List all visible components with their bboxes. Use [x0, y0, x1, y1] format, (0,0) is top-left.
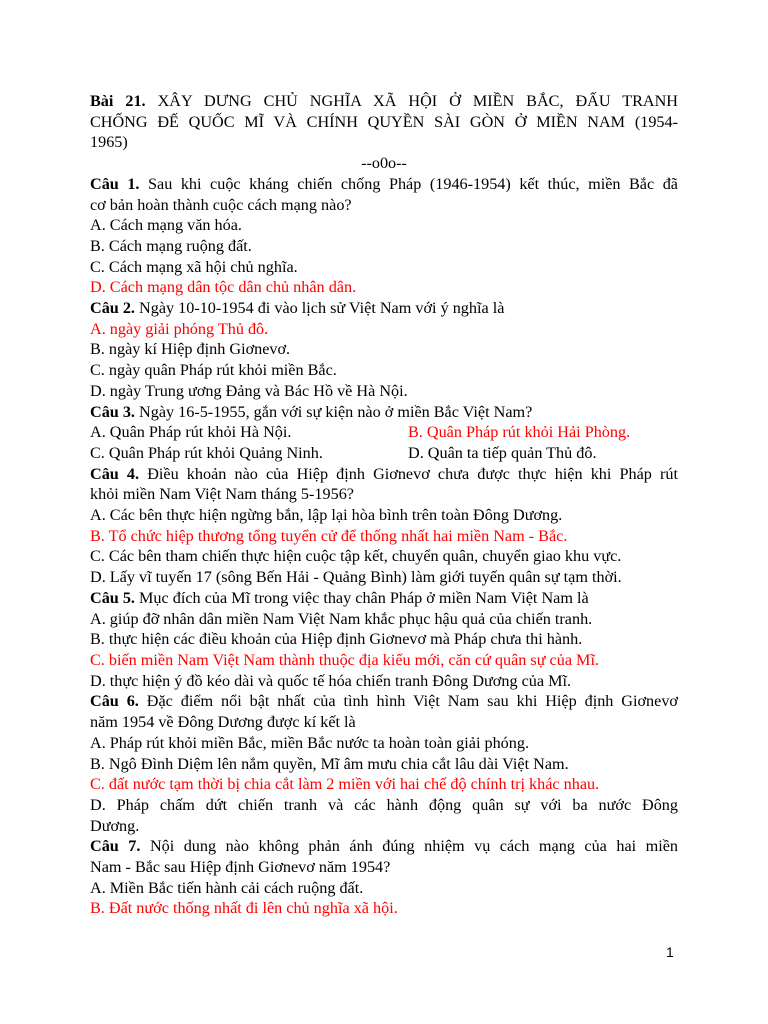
question-stem: [90, 691, 678, 712]
option-d: D. thực hiện ý đồ kéo dài và quốc tế hóa chiến tranh Đông Dương của Mĩ.: [90, 671, 572, 690]
option-d: D. Pháp chấm dứt chiến tranh và các hành động quân sự với ba nước Đông: [90, 795, 678, 814]
stem-text: Sau khi cuộc kháng chiến chống Pháp (1946-1954) kết thúc, miền Bắc đã: [148, 174, 678, 193]
question-stem: [90, 402, 678, 423]
option-b: B. thực hiện các điều khoản của Hiệp định Giơnevơ mà Pháp chưa thi hành.: [90, 630, 583, 649]
title-line-3: 1965): [90, 133, 128, 152]
title-text-1: XÂY DƯNG CHỦ NGHĨA XÃ HỘI Ở MIỀN BẮC, ĐẤU TRANH: [157, 92, 678, 110]
option-c-correct: C. đất nước tạm thời bị chia cắt làm 2 miền với hai chế độ chính trị khác nhau.: [90, 775, 600, 794]
stem-text: Mục đích của Mĩ trong việc thay chân Pháp ở miền Nam Việt Nam là: [139, 588, 589, 607]
option-b: B. Ngô Đình Diệm lên nắm quyền, Mĩ âm mưu chia cắt lâu dài Việt Nam.: [90, 754, 569, 773]
question-stem: [90, 836, 678, 857]
option-b-correct: B. Quân Pháp rút khỏi Hải Phòng.: [408, 423, 631, 442]
question-stem: [90, 174, 678, 195]
option-c: C. Quân Pháp rút khỏi Quảng Ninh.: [90, 443, 323, 462]
option-c: C. Các bên tham chiến thực hiện cuộc tập kết, chuyển quân, chuyển giao khu vực.: [90, 547, 622, 566]
question-stem: [90, 298, 678, 319]
stem-text: Điều khoản nào của Hiệp định Giơnevơ chưa được thực hiện khi Pháp rút: [147, 464, 678, 483]
lesson-label: Bài 21.: [90, 92, 146, 110]
option-b-correct: B. Tổ chức hiệp thương tổng tuyển cử để thống nhất hai miền Nam - Bắc.: [90, 526, 568, 545]
option-d: D. Quân ta tiếp quản Thủ đô.: [408, 443, 597, 462]
stem-text: Đặc điểm nổi bật nhất của tình hình Việt Nam sau khi Hiệp định Giơnevơ: [146, 692, 678, 711]
option-a: A. Cách mạng văn hóa.: [90, 216, 242, 235]
question-label: Câu 2.: [90, 299, 135, 318]
question-6: [90, 691, 678, 836]
option-d: D. Lấy vĩ tuyến 17 (sông Bến Hải - Quảng Bình) làm giới tuyến quân sự tạm thời.: [90, 568, 622, 587]
question-4: [90, 464, 678, 588]
question-label: Câu 6.: [90, 692, 139, 711]
option-c: C. ngày quân Pháp rút khỏi miền Bắc.: [90, 361, 337, 380]
question-label: Câu 5.: [90, 588, 135, 607]
options-row-1: [90, 422, 678, 443]
question-stem-cont: cơ bản hoàn thành cuộc cách mạng nào?: [90, 195, 352, 214]
question-stem: [90, 464, 678, 485]
option-a: A. Pháp rút khỏi miền Bắc, miền Bắc nước ta hoàn toàn giải phóng.: [90, 733, 530, 752]
question-7: [90, 836, 678, 919]
lesson-title: [90, 91, 678, 153]
question-1: [90, 174, 678, 298]
option-d: D. ngày Trung ương Đảng và Bác Hồ về Hà Nội.: [90, 381, 408, 400]
option-a: A. Miền Bắc tiến hành cải cách ruộng đất.: [90, 878, 364, 897]
page-number: 1: [666, 944, 674, 960]
option-a: A. Quân Pháp rút khỏi Hà Nội.: [90, 423, 292, 442]
option-b: B. ngày kí Hiệp định Giơnevơ.: [90, 340, 291, 359]
question-5: [90, 588, 678, 692]
title-line-1: [90, 91, 678, 112]
option-b-correct: B. Đất nước thống nhất đi lên chủ nghĩa xã hội.: [90, 899, 398, 918]
option-c: C. Cách mạng xã hội chủ nghĩa.: [90, 257, 298, 276]
option-a-correct: A. ngày giải phóng Thủ đô.: [90, 319, 269, 338]
question-label: Câu 3.: [90, 402, 135, 421]
separator: --o0o--: [361, 154, 407, 173]
question-stem: [90, 588, 678, 609]
question-stem-cont: khỏi miền Nam Việt Nam tháng 5-1956?: [90, 485, 354, 504]
question-label: Câu 4.: [90, 464, 140, 483]
option-b: B. Cách mạng ruộng đất.: [90, 236, 252, 255]
title-line-2: CHỐNG ĐẾ QUỐC MĨ VÀ CHÍNH QUYỀN SÀI GÒN Ở MIỀN NAM (1954-: [90, 112, 678, 131]
option-c-correct: C. biến miền Nam Việt Nam thành thuộc địa kiểu mới, căn cứ quân sự của Mĩ.: [90, 650, 599, 669]
question-stem-cont: năm 1954 về Đông Dương được kí kết là: [90, 713, 356, 732]
option-a: A. Các bên thực hiện ngừng bắn, lập lại hòa bình trên toàn Đông Dương.: [90, 506, 563, 525]
option-d-correct: D. Cách mạng dân tộc dân chủ nhân dân.: [90, 278, 357, 297]
option-a: A. giúp đỡ nhân dân miền Nam Việt Nam khắc phục hậu quả của chiến tranh.: [90, 609, 593, 628]
stem-text: Nội dung nào không phản ánh đúng nhiệm vụ cách mạng của hai miền: [149, 837, 679, 856]
stem-text: Ngày 16-5-1955, gắn với sự kiện nào ở miền Bắc Việt Nam?: [139, 402, 533, 421]
options-row-2: [90, 443, 678, 464]
question-3: [90, 402, 678, 464]
option-d-cont: Dương.: [90, 816, 140, 835]
stem-text: Ngày 10-10-1954 đi vào lịch sử Việt Nam với ý nghĩa là: [139, 299, 505, 318]
question-2: [90, 298, 678, 402]
question-label: Câu 7.: [90, 837, 141, 856]
question-stem-cont: Nam - Bắc sau Hiệp định Giơnevơ năm 1954?: [90, 858, 391, 877]
question-label: Câu 1.: [90, 174, 140, 193]
